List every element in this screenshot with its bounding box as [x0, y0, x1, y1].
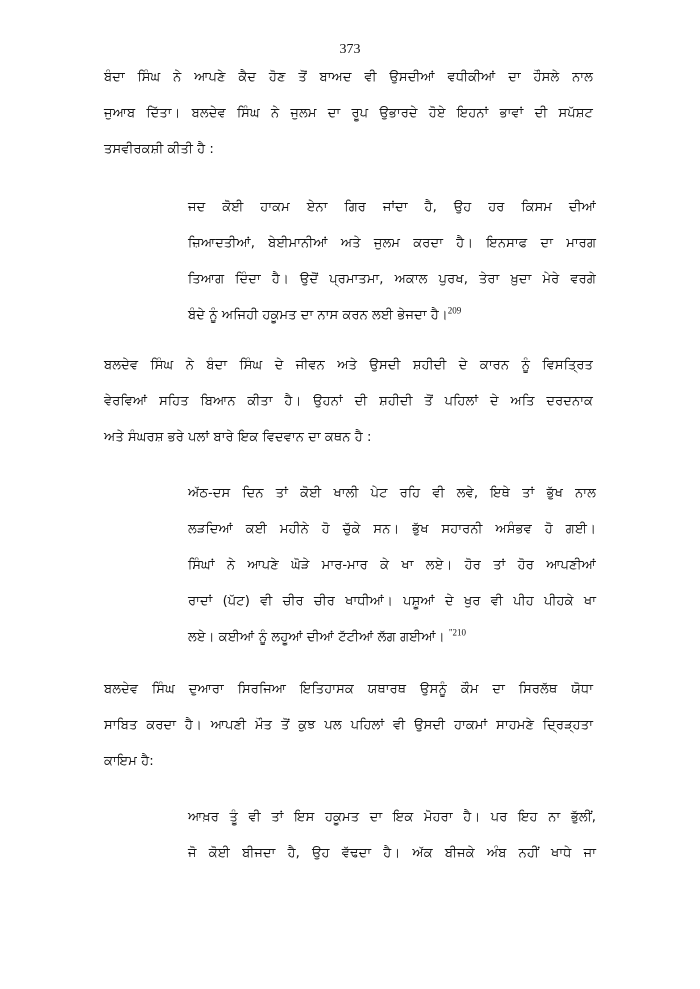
block-quote-1	[188, 190, 596, 334]
block-quote-3	[188, 800, 596, 872]
paragraph-2-line-3: ਅਤੇ ਸੰਘਰਸ਼ ਭਰੇ ਪਲਾਂ ਬਾਰੇ ਇਕ ਵਿਦਵਾਨ ਦਾ ਕਥਨ ਹੈ :	[104, 430, 372, 445]
page-number: 373	[339, 42, 361, 57]
paragraph-1-line-1: ਬੰਦਾ ਸਿੰਘ ਨੇ ਆਪਣੇ ਕੈਦ ਹੋਣ ਤੋਂ ਬਾਅਦ ਵੀ ਉਸਦੀਆਂ ਵਧੀਕੀਆਂ ਦਾ ਹੌਸਲੇ ਨਾਲ	[104, 70, 593, 85]
quote-2-line-1: ਅੱਠ-ਦਸ ਦਿਨ ਤਾਂ ਕੋਈ ਖਾਲੀ ਪੇਟ ਰਹਿ ਵੀ ਲਵੇ, ਇਥੇ ਤਾਂ ਭੁੱਖ ਨਾਲ	[188, 486, 596, 501]
quote-1-line-4-text: ਬੰਦੇ ਨੂੰ ਅਜਿਹੀ ਹਕੂਮਤ ਦਾ ਨਾਸ ਕਰਨ ਲਈ ਭੇਜਦਾ ਹੈ।	[188, 308, 448, 323]
paragraph-3-line-3: ਕਾਇਮ ਹੈ:	[104, 754, 154, 769]
paragraph-2-line-2: ਵੇਰਵਿਆਂ ਸਹਿਤ ਬਿਆਨ ਕੀਤਾ ਹੈ। ਉਹਨਾਂ ਦੀ ਸ਼ਹੀਦੀ ਤੋਂ ਪਹਿਲਾਂ ਦੇ ਅਤਿ ਦਰਦਨਾਕ	[104, 394, 593, 409]
block-quote-2	[188, 476, 596, 656]
paragraph-2-line-1: ਬਲਦੇਵ ਸਿੰਘ ਨੇ ਬੰਦਾ ਸਿੰਘ ਦੇ ਜੀਵਨ ਅਤੇ ਉਸਦੀ ਸ਼ਹੀਦੀ ਦੇ ਕਾਰਨ ਨੂੰ ਵਿਸਤ੍ਰਿਤ	[104, 358, 593, 373]
paragraph-1-line-2: ਜੁਆਬ ਦਿੱਤਾ। ਬਲਦੇਵ ਸਿੰਘ ਨੇ ਜੁਲਮ ਦਾ ਰੂਪ ਉਭਾਰਦੇ ਹੋਏ ਇਹਨਾਂ ਭਾਵਾਂ ਦੀ ਸਪੱਸ਼ਟ	[104, 106, 593, 121]
paragraph-3	[104, 672, 593, 780]
paragraph-3-line-1: ਬਲਦੇਵ ਸਿੰਘ ਦੁਆਰਾ ਸਿਰਜਿਆ ਇਤਿਹਾਸਕ ਯਥਾਰਥ ਉਸਨੂੰ ਕੌਮ ਦਾ ਸਿਰਲੱਥ ਯੋਧਾ	[104, 682, 593, 697]
paragraph-3-line-2: ਸਾਬਿਤ ਕਰਦਾ ਹੈ। ਆਪਣੀ ਮੌਤ ਤੋਂ ਕੁਝ ਪਲ ਪਹਿਲਾਂ ਵੀ ਉਸਦੀ ਹਾਕਮਾਂ ਸਾਹਮਣੇ ਦ੍ਰਿੜ੍ਹਤਾ	[104, 718, 593, 733]
paragraph-1-line-3: ਤਸਵੀਰਕਸ਼ੀ ਕੀਤੀ ਹੈ :	[104, 142, 214, 157]
quote-2-line-5	[188, 620, 596, 656]
footnote-210: "210	[448, 627, 467, 638]
footnote-209: 209	[447, 305, 462, 316]
quote-3-line-2: ਜੋ ਕੋਈ ਬੀਜਦਾ ਹੈ, ਉਹ ਵੱਢਦਾ ਹੈ। ਅੱਕ ਬੀਜਕੇ ਅੰਬ ਨਹੀਂ ਖਾਧੇ ਜਾ	[188, 846, 596, 861]
quote-2-line-5-text: ਲਏ। ਕਈਆਂ ਨੂੰ ਲਹੂਆਂ ਦੀਆਂ ਟੱਟੀਆਂ ਲੱਗ ਗਈਆਂ।	[188, 630, 445, 645]
quote-1-line-2: ਜ਼ਿਆਦਤੀਆਂ, ਬੇਈਮਾਨੀਆਂ ਅਤੇ ਜੁਲਮ ਕਰਦਾ ਹੈ। ਇਨਸਾਫ ਦਾ ਮਾਰਗ	[188, 236, 596, 251]
quote-2-line-2: ਲੜਦਿਆਂ ਕਈ ਮਹੀਨੇ ਹੋ ਚੁੱਕੇ ਸਨ। ਭੁੱਖ ਸਹਾਰਨੀ ਅਸੰਭਵ ਹੋ ਗਈ।	[188, 522, 596, 537]
quote-2-line-4: ਰਾਦਾਂ (ਪੱਟ) ਵੀ ਚੀਰ ਚੀਰ ਖਾਧੀਆਂ। ਪਸ਼ੂਆਂ ਦੇ ਖੁਰ ਵੀ ਪੀਹ ਪੀਹਕੇ ਖਾ	[188, 594, 596, 609]
quote-1-line-1: ਜਦ ਕੋਈ ਹਾਕਮ ਏਨਾ ਗਿਰ ਜਾਂਦਾ ਹੈ, ਉਹ ਹਰ ਕਿਸਮ ਦੀਆਂ	[188, 200, 596, 215]
quote-3-line-1: ਆਖ਼ਰ ਤੂੰ ਵੀ ਤਾਂ ਇਸ ਹਕੂਮਤ ਦਾ ਇਕ ਮੋਹਰਾ ਹੈ। ਪਰ ਇਹ ਨਾ ਭੁੱਲੀਂ,	[188, 810, 596, 825]
paragraph-1	[104, 60, 593, 168]
quote-1-line-4	[188, 298, 596, 334]
quote-2-line-3: ਸਿੰਘਾਂ ਨੇ ਆਪਣੇ ਘੋੜੇ ਮਾਰ-ਮਾਰ ਕੇ ਖਾ ਲਏ। ਹੋਰ ਤਾਂ ਹੋਰ ਆਪਣੀਆਂ	[188, 558, 596, 573]
quote-1-line-3: ਤਿਆਗ ਦਿੰਦਾ ਹੈ। ਉਦੋਂ ਪ੍ਰਮਾਤਮਾ, ਅਕਾਲ ਪੁਰਖ, ਤੇਰਾ ਖ਼ੁਦਾ ਮੇਰੇ ਵਰਗੇ	[188, 272, 596, 287]
paragraph-2	[104, 348, 593, 456]
